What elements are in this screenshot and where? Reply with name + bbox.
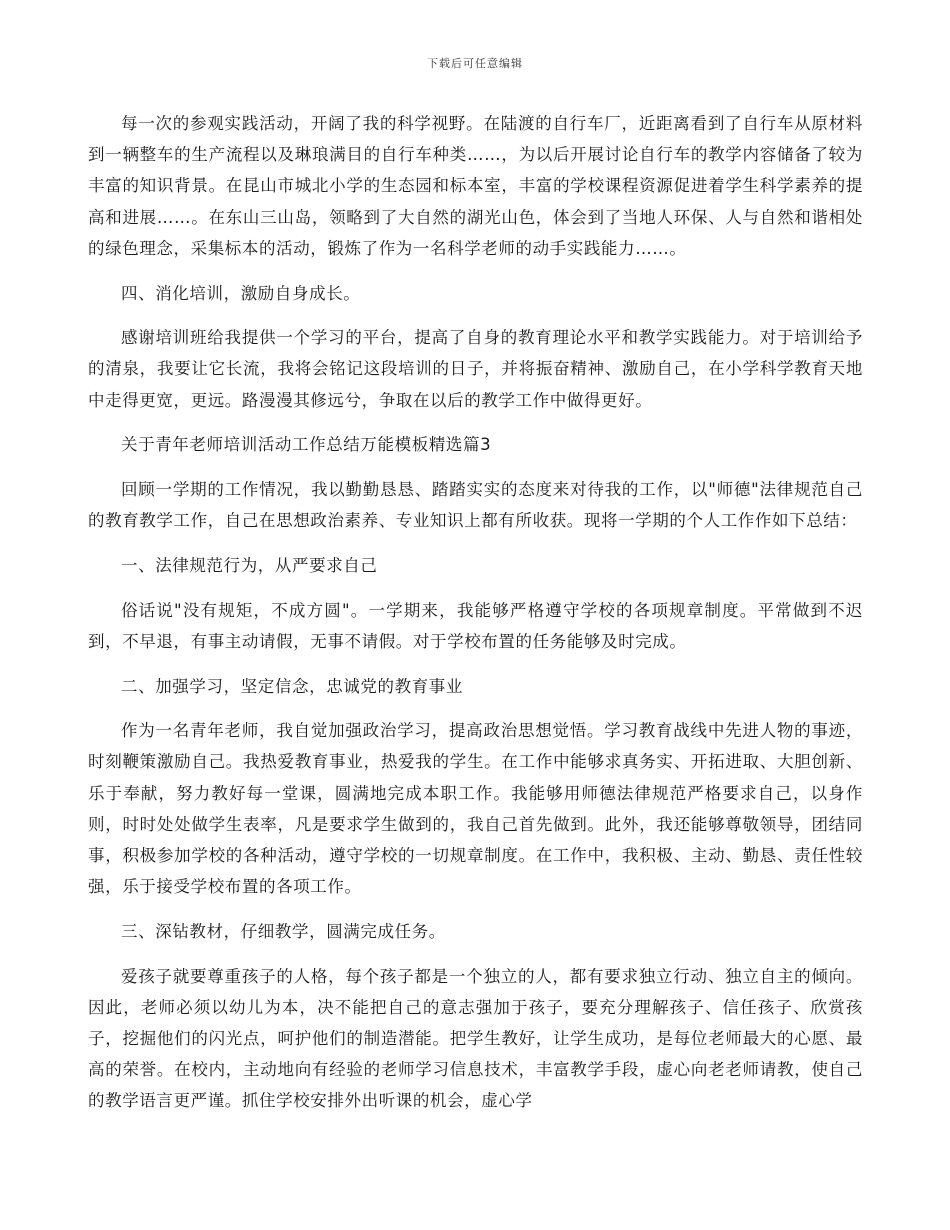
section-heading-4: 四、消化培训，激励自身成长。	[121, 283, 361, 303]
section-heading-1: 一、法律规范行为，从严要求自己	[121, 555, 378, 575]
page-header: 下载后可任意编辑	[427, 57, 523, 70]
paragraph-teaching: 爱孩子就要尊重孩子的人格，每个孩子都是一个独立的人，都有要求独立行动、独立自主的倾向。因此，老师必须以幼儿为本，决不能把自己的意志强加于孩子，要充分理解孩子、信任孩子、欣赏孩子，挖掘他们的闪光点，呵护他们的制造潜能。把学生教好，让学生成功，是每位老师最大的心愿、最高的荣誉。在校内，主动地向有经验的老师学习信息技术，丰富教学手段，虚心向老老师请教，使自己的教学语言更严谨。抓住学校安排外出听课的机会，虚心学	[88, 966, 863, 1111]
paragraph-rules: 俗话说"没有规矩，不成方圆"。一学期来，我能够严格遵守学校的各项规章制度。平常做到不迟到，不早退，有事主动请假，无事不请假。对于学校布置的任务能够及时完成。	[88, 600, 863, 651]
paragraph-field-trips: 每一次的参观实践活动，开阔了我的科学视野。在陆渡的自行车厂，近距离看到了自行车从原材料到一辆整车的生产流程以及琳琅满目的自行车种类……，为以后开展讨论自行车的教学内容储备了较为丰富的知识背景。在昆山市城北小学的生态园和标本室，丰富的学校课程资源促进着学生科学素养的提高和进展……。在东山三山岛，领略到了大自然的湖光山色，体会到了当地人环保、人与自然和谐相处的绿色理念，采集标本的活动，锻炼了作为一名科学老师的动手实践能力……。	[88, 114, 863, 258]
paragraph-study: 作为一名青年老师，我自觉加强政治学习，提高政治思想觉悟。学习教育战线中先进人物的事迹，时刻鞭策激励自己。我热爱教育事业，热爱我的学生。在工作中能够求真务实、开拓进取、大胆创新、乐于奉献，努力教好每一堂课，圆满地完成本职工作。我能够用师德法律规范严格要求自己，以身作则，时时处处做学生表率，凡是要求学生做到的，我自己首先做到。此外，我还能够尊敬领导，团结同事，积极参加学校的各种活动，遵守学校的一切规章制度。在工作中，我积极、主动、勤恳、责任性较强，乐于接受学校布置的各项工作。	[88, 721, 863, 897]
document-body	[88, 108, 863, 1130]
section-heading-2: 二、加强学习，坚定信念，忠诚党的教育事业	[121, 676, 463, 696]
paragraph-review: 回顾一学期的工作情况，我以勤勤恳恳、踏踏实实的态度来对待我的工作，以"师德"法律规范自己的教育教学工作，自己在思想政治素养、专业知识上都有所收获。现将一学期的个人工作作如下总结：	[88, 480, 863, 531]
article-title-3: 关于青年老师培训活动工作总结万能模板精选篇3	[121, 435, 492, 455]
paragraph-gratitude: 感谢培训班给我提供一个学习的平台，提高了自身的教育理论水平和教学实践能力。对于培训给予的清泉，我要让它长流，我将会铭记这段培训的日子，并将振奋精神、激励自己，在小学科学教育天地中走得更宽，更远。路漫漫其修远兮，争取在以后的教学工作中做得更好。	[88, 328, 863, 410]
section-heading-3: 三、深钻教材，仔细教学，圆满完成任务。	[121, 921, 446, 941]
